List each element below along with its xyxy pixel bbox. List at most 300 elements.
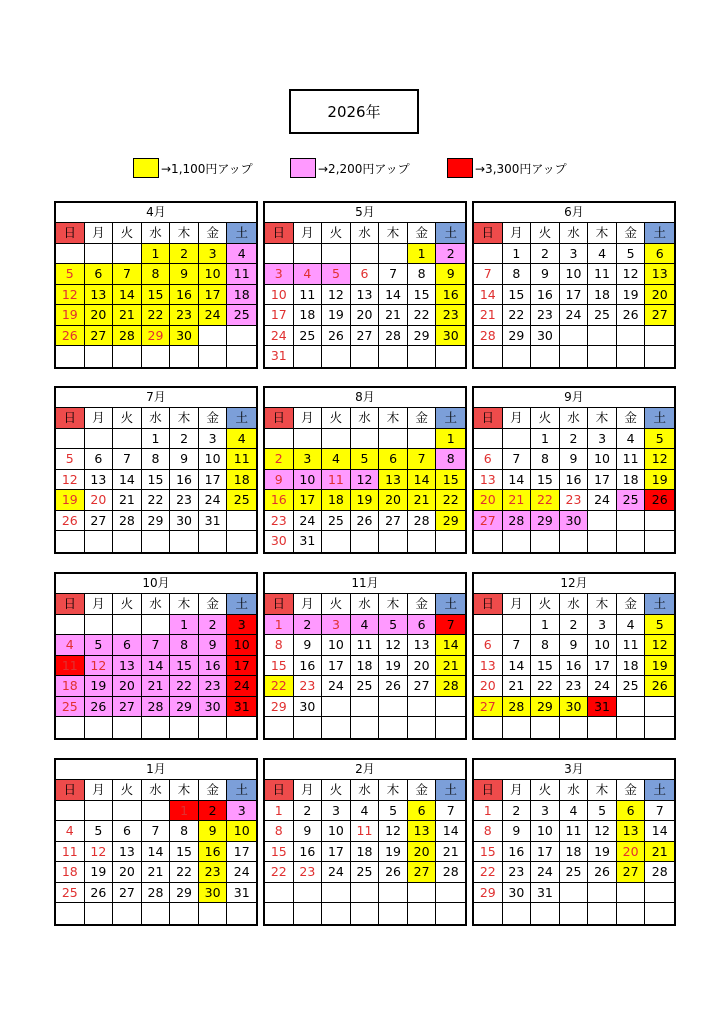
day-cell: 10 (227, 635, 256, 656)
empty-cell (170, 531, 199, 552)
day-cell: 8 (142, 449, 171, 470)
empty-cell (199, 326, 228, 347)
day-cell: 26 (588, 862, 617, 883)
weekday-header: 木 (588, 780, 617, 801)
weekday-header: 土 (227, 408, 256, 429)
weekday-header: 月 (503, 594, 532, 615)
day-cell: 27 (113, 697, 142, 718)
day-cell: 27 (351, 326, 380, 347)
empty-cell (113, 531, 142, 552)
empty-cell (474, 717, 503, 738)
empty-cell (265, 429, 294, 450)
day-cell: 18 (56, 676, 85, 697)
empty-cell (351, 883, 380, 904)
day-cell: 9 (560, 449, 589, 470)
day-cell: 7 (113, 264, 142, 285)
weekday-header: 木 (170, 780, 199, 801)
empty-cell (322, 903, 351, 924)
weekday-header: 水 (142, 594, 171, 615)
day-cell: 28 (436, 862, 465, 883)
empty-cell (503, 429, 532, 450)
day-cell: 11 (322, 470, 351, 491)
day-cell: 25 (227, 490, 256, 511)
weekday-header: 金 (408, 780, 437, 801)
day-cell: 19 (379, 656, 408, 677)
day-cell: 19 (588, 842, 617, 863)
weekday-header: 土 (436, 780, 465, 801)
weekday-header: 火 (113, 780, 142, 801)
day-cell: 22 (265, 862, 294, 883)
month-title: 8月 (265, 388, 465, 408)
day-cell: 8 (142, 264, 171, 285)
weekday-header: 木 (170, 223, 199, 244)
empty-cell (322, 883, 351, 904)
day-cell: 29 (408, 326, 437, 347)
day-cell: 21 (113, 490, 142, 511)
day-cell: 4 (227, 244, 256, 265)
empty-cell (85, 717, 114, 738)
empty-cell (408, 429, 437, 450)
day-cell: 14 (142, 656, 171, 677)
day-cell: 14 (474, 285, 503, 306)
day-cell: 3 (265, 264, 294, 285)
day-cell: 2 (170, 429, 199, 450)
day-cell: 13 (113, 842, 142, 863)
day-cell: 19 (645, 656, 674, 677)
day-cell: 21 (142, 676, 171, 697)
day-cell: 2 (436, 244, 465, 265)
day-cell: 7 (474, 264, 503, 285)
day-cell: 19 (322, 305, 351, 326)
day-cell: 3 (560, 244, 589, 265)
day-cell: 10 (227, 821, 256, 842)
empty-cell (379, 346, 408, 367)
day-cell: 17 (227, 656, 256, 677)
day-cell: 3 (322, 801, 351, 822)
day-cell: 2 (294, 615, 323, 636)
day-cell: 5 (322, 264, 351, 285)
day-cell: 2 (560, 429, 589, 450)
day-cell: 3 (199, 429, 228, 450)
day-cell: 27 (85, 511, 114, 532)
empty-cell (408, 883, 437, 904)
day-cell: 16 (503, 842, 532, 863)
weekday-header: 水 (351, 780, 380, 801)
empty-cell (379, 903, 408, 924)
empty-cell (294, 903, 323, 924)
empty-cell (351, 717, 380, 738)
day-cell: 14 (408, 470, 437, 491)
empty-cell (645, 717, 674, 738)
day-cell: 24 (227, 676, 256, 697)
day-cell: 4 (617, 615, 646, 636)
weekday-header: 月 (85, 408, 114, 429)
weekday-header: 土 (645, 223, 674, 244)
day-cell: 7 (113, 449, 142, 470)
day-cell: 25 (617, 676, 646, 697)
empty-cell (113, 244, 142, 265)
month-title: 11月 (265, 574, 465, 594)
weekday-header: 土 (227, 223, 256, 244)
empty-cell (588, 326, 617, 347)
month-title: 12月 (474, 574, 674, 594)
day-cell: 5 (379, 615, 408, 636)
empty-cell (56, 615, 85, 636)
weekday-header: 土 (645, 780, 674, 801)
day-cell: 11 (560, 821, 589, 842)
empty-cell (56, 531, 85, 552)
weekday-header: 日 (56, 408, 85, 429)
day-cell: 30 (560, 511, 589, 532)
day-cell: 3 (531, 801, 560, 822)
day-cell: 25 (351, 862, 380, 883)
day-cell: 12 (379, 635, 408, 656)
day-cell: 20 (113, 862, 142, 883)
empty-cell (294, 346, 323, 367)
day-cell: 10 (199, 264, 228, 285)
day-cell: 15 (503, 285, 532, 306)
empty-cell (351, 244, 380, 265)
day-cell: 8 (436, 449, 465, 470)
day-cell: 1 (531, 615, 560, 636)
empty-cell (56, 346, 85, 367)
weekday-header: 木 (379, 594, 408, 615)
month-calendar (54, 386, 258, 554)
day-cell: 16 (199, 842, 228, 863)
day-cell: 27 (113, 883, 142, 904)
day-cell: 28 (436, 676, 465, 697)
empty-cell (322, 717, 351, 738)
empty-cell (294, 429, 323, 450)
weekday-header: 火 (322, 223, 351, 244)
empty-cell (351, 903, 380, 924)
day-cell: 15 (142, 470, 171, 491)
day-cell: 14 (645, 821, 674, 842)
empty-cell (199, 531, 228, 552)
empty-cell (379, 697, 408, 718)
day-cell: 10 (588, 635, 617, 656)
day-cell: 7 (436, 615, 465, 636)
day-cell: 23 (560, 490, 589, 511)
empty-cell (142, 717, 171, 738)
day-cell: 23 (531, 305, 560, 326)
day-cell: 3 (199, 244, 228, 265)
month-title: 10月 (56, 574, 256, 594)
day-cell: 29 (142, 511, 171, 532)
day-cell: 2 (199, 801, 228, 822)
month-calendar (54, 758, 258, 926)
empty-cell (645, 531, 674, 552)
weekday-header: 日 (474, 408, 503, 429)
day-cell: 21 (142, 862, 171, 883)
day-cell: 21 (379, 305, 408, 326)
empty-cell (379, 717, 408, 738)
day-cell: 17 (588, 470, 617, 491)
weekday-header: 水 (560, 780, 589, 801)
day-cell: 4 (588, 244, 617, 265)
month-calendar (472, 758, 676, 926)
empty-cell (617, 903, 646, 924)
day-cell: 15 (170, 656, 199, 677)
day-cell: 31 (588, 697, 617, 718)
day-cell: 22 (531, 490, 560, 511)
day-cell: 12 (645, 449, 674, 470)
empty-cell (474, 429, 503, 450)
empty-cell (142, 531, 171, 552)
day-cell: 26 (379, 862, 408, 883)
weekday-header: 金 (199, 594, 228, 615)
weekday-header: 火 (113, 594, 142, 615)
empty-cell (560, 531, 589, 552)
weekday-header: 金 (408, 408, 437, 429)
weekday-header: 金 (408, 594, 437, 615)
month-title: 9月 (474, 388, 674, 408)
day-cell: 29 (503, 326, 532, 347)
day-cell: 5 (56, 449, 85, 470)
empty-cell (588, 531, 617, 552)
day-cell: 13 (474, 470, 503, 491)
empty-cell (436, 717, 465, 738)
day-cell: 26 (85, 697, 114, 718)
empty-cell (588, 883, 617, 904)
day-cell: 3 (588, 615, 617, 636)
empty-cell (227, 346, 256, 367)
weekday-header: 月 (503, 223, 532, 244)
day-cell: 13 (617, 821, 646, 842)
day-cell: 28 (408, 511, 437, 532)
day-cell: 15 (436, 470, 465, 491)
empty-cell (56, 429, 85, 450)
weekday-header: 金 (199, 408, 228, 429)
month-calendar (263, 572, 467, 740)
empty-cell (379, 429, 408, 450)
empty-cell (617, 883, 646, 904)
empty-cell (227, 531, 256, 552)
day-cell: 3 (227, 801, 256, 822)
weekday-header: 木 (379, 223, 408, 244)
empty-cell (474, 346, 503, 367)
day-cell: 29 (265, 697, 294, 718)
day-cell: 17 (531, 842, 560, 863)
weekday-header: 日 (474, 780, 503, 801)
empty-cell (588, 346, 617, 367)
empty-cell (436, 346, 465, 367)
day-cell: 24 (322, 676, 351, 697)
empty-cell (436, 531, 465, 552)
weekday-header: 木 (588, 408, 617, 429)
empty-cell (531, 346, 560, 367)
day-cell: 8 (265, 821, 294, 842)
day-cell: 31 (531, 883, 560, 904)
empty-cell (85, 615, 114, 636)
empty-cell (503, 346, 532, 367)
day-cell: 11 (617, 635, 646, 656)
day-cell: 26 (645, 490, 674, 511)
day-cell: 7 (645, 801, 674, 822)
day-cell: 17 (322, 656, 351, 677)
day-cell: 13 (474, 656, 503, 677)
weekday-header: 日 (474, 223, 503, 244)
empty-cell (588, 903, 617, 924)
weekday-header: 月 (503, 408, 532, 429)
day-cell: 15 (142, 285, 171, 306)
day-cell: 8 (474, 821, 503, 842)
day-cell: 6 (113, 635, 142, 656)
day-cell: 24 (588, 490, 617, 511)
weekday-header: 土 (436, 223, 465, 244)
day-cell: 12 (322, 285, 351, 306)
day-cell: 31 (227, 883, 256, 904)
weekday-header: 火 (531, 594, 560, 615)
empty-cell (142, 615, 171, 636)
day-cell: 22 (170, 862, 199, 883)
day-cell: 28 (142, 697, 171, 718)
weekday-header: 月 (294, 408, 323, 429)
day-cell: 26 (351, 511, 380, 532)
day-cell: 21 (503, 676, 532, 697)
day-cell: 25 (56, 697, 85, 718)
day-cell: 30 (531, 326, 560, 347)
empty-cell (265, 883, 294, 904)
day-cell: 11 (351, 821, 380, 842)
day-cell: 24 (227, 862, 256, 883)
day-cell: 12 (56, 470, 85, 491)
day-cell: 26 (322, 326, 351, 347)
day-cell: 4 (56, 635, 85, 656)
day-cell: 16 (436, 285, 465, 306)
day-cell: 21 (436, 842, 465, 863)
day-cell: 20 (113, 676, 142, 697)
day-cell: 10 (265, 285, 294, 306)
day-cell: 5 (617, 244, 646, 265)
day-cell: 28 (142, 883, 171, 904)
day-cell: 20 (351, 305, 380, 326)
day-cell: 22 (170, 676, 199, 697)
day-cell: 21 (408, 490, 437, 511)
day-cell: 24 (265, 326, 294, 347)
weekday-header: 月 (85, 780, 114, 801)
day-cell: 25 (227, 305, 256, 326)
day-cell: 19 (379, 842, 408, 863)
day-cell: 27 (408, 676, 437, 697)
day-cell: 30 (265, 531, 294, 552)
day-cell: 21 (113, 305, 142, 326)
day-cell: 30 (436, 326, 465, 347)
day-cell: 4 (351, 801, 380, 822)
weekday-header: 木 (379, 780, 408, 801)
day-cell: 23 (560, 676, 589, 697)
day-cell: 16 (294, 656, 323, 677)
day-cell: 24 (588, 676, 617, 697)
day-cell: 11 (227, 264, 256, 285)
day-cell: 13 (408, 821, 437, 842)
empty-cell (113, 717, 142, 738)
day-cell: 24 (199, 305, 228, 326)
empty-cell (474, 615, 503, 636)
weekday-header: 火 (322, 780, 351, 801)
empty-cell (56, 717, 85, 738)
weekday-header: 月 (503, 780, 532, 801)
weekday-header: 水 (351, 594, 380, 615)
day-cell: 12 (85, 842, 114, 863)
day-cell: 4 (617, 429, 646, 450)
day-cell: 9 (170, 264, 199, 285)
day-cell: 18 (56, 862, 85, 883)
day-cell: 27 (85, 326, 114, 347)
day-cell: 1 (474, 801, 503, 822)
empty-cell (645, 326, 674, 347)
empty-cell (645, 697, 674, 718)
weekday-header: 金 (617, 780, 646, 801)
empty-cell (85, 244, 114, 265)
day-cell: 16 (531, 285, 560, 306)
day-cell: 8 (503, 264, 532, 285)
weekday-header: 木 (588, 223, 617, 244)
day-cell: 1 (408, 244, 437, 265)
day-cell: 13 (408, 635, 437, 656)
empty-cell (294, 883, 323, 904)
empty-cell (170, 346, 199, 367)
legend-swatch-red (447, 158, 473, 178)
legend-label: →1,100円アップ (161, 161, 253, 176)
empty-cell (113, 429, 142, 450)
day-cell: 18 (322, 490, 351, 511)
day-cell: 3 (227, 615, 256, 636)
day-cell: 17 (199, 470, 228, 491)
day-cell: 9 (199, 821, 228, 842)
weekday-header: 金 (617, 408, 646, 429)
day-cell: 13 (113, 656, 142, 677)
weekday-header: 木 (170, 408, 199, 429)
day-cell: 19 (85, 862, 114, 883)
empty-cell (322, 697, 351, 718)
month-calendar (54, 572, 258, 740)
day-cell: 18 (588, 285, 617, 306)
day-cell: 19 (351, 490, 380, 511)
day-cell: 18 (560, 842, 589, 863)
day-cell: 25 (351, 676, 380, 697)
weekday-header: 水 (142, 408, 171, 429)
empty-cell (588, 511, 617, 532)
day-cell: 3 (294, 449, 323, 470)
day-cell: 5 (645, 615, 674, 636)
weekday-header: 水 (560, 594, 589, 615)
weekday-header: 水 (142, 223, 171, 244)
empty-cell (503, 717, 532, 738)
day-cell: 27 (379, 511, 408, 532)
day-cell: 5 (85, 821, 114, 842)
empty-cell (227, 326, 256, 347)
day-cell: 7 (408, 449, 437, 470)
day-cell: 17 (227, 842, 256, 863)
weekday-header: 火 (113, 223, 142, 244)
day-cell: 18 (227, 285, 256, 306)
day-cell: 25 (294, 326, 323, 347)
day-cell: 4 (56, 821, 85, 842)
day-cell: 15 (531, 470, 560, 491)
day-cell: 28 (379, 326, 408, 347)
empty-cell (617, 346, 646, 367)
day-cell: 22 (436, 490, 465, 511)
day-cell: 6 (474, 635, 503, 656)
day-cell: 21 (503, 490, 532, 511)
day-cell: 20 (645, 285, 674, 306)
weekday-header: 火 (531, 408, 560, 429)
day-cell: 29 (474, 883, 503, 904)
day-cell: 2 (265, 449, 294, 470)
day-cell: 22 (142, 305, 171, 326)
day-cell: 20 (474, 676, 503, 697)
